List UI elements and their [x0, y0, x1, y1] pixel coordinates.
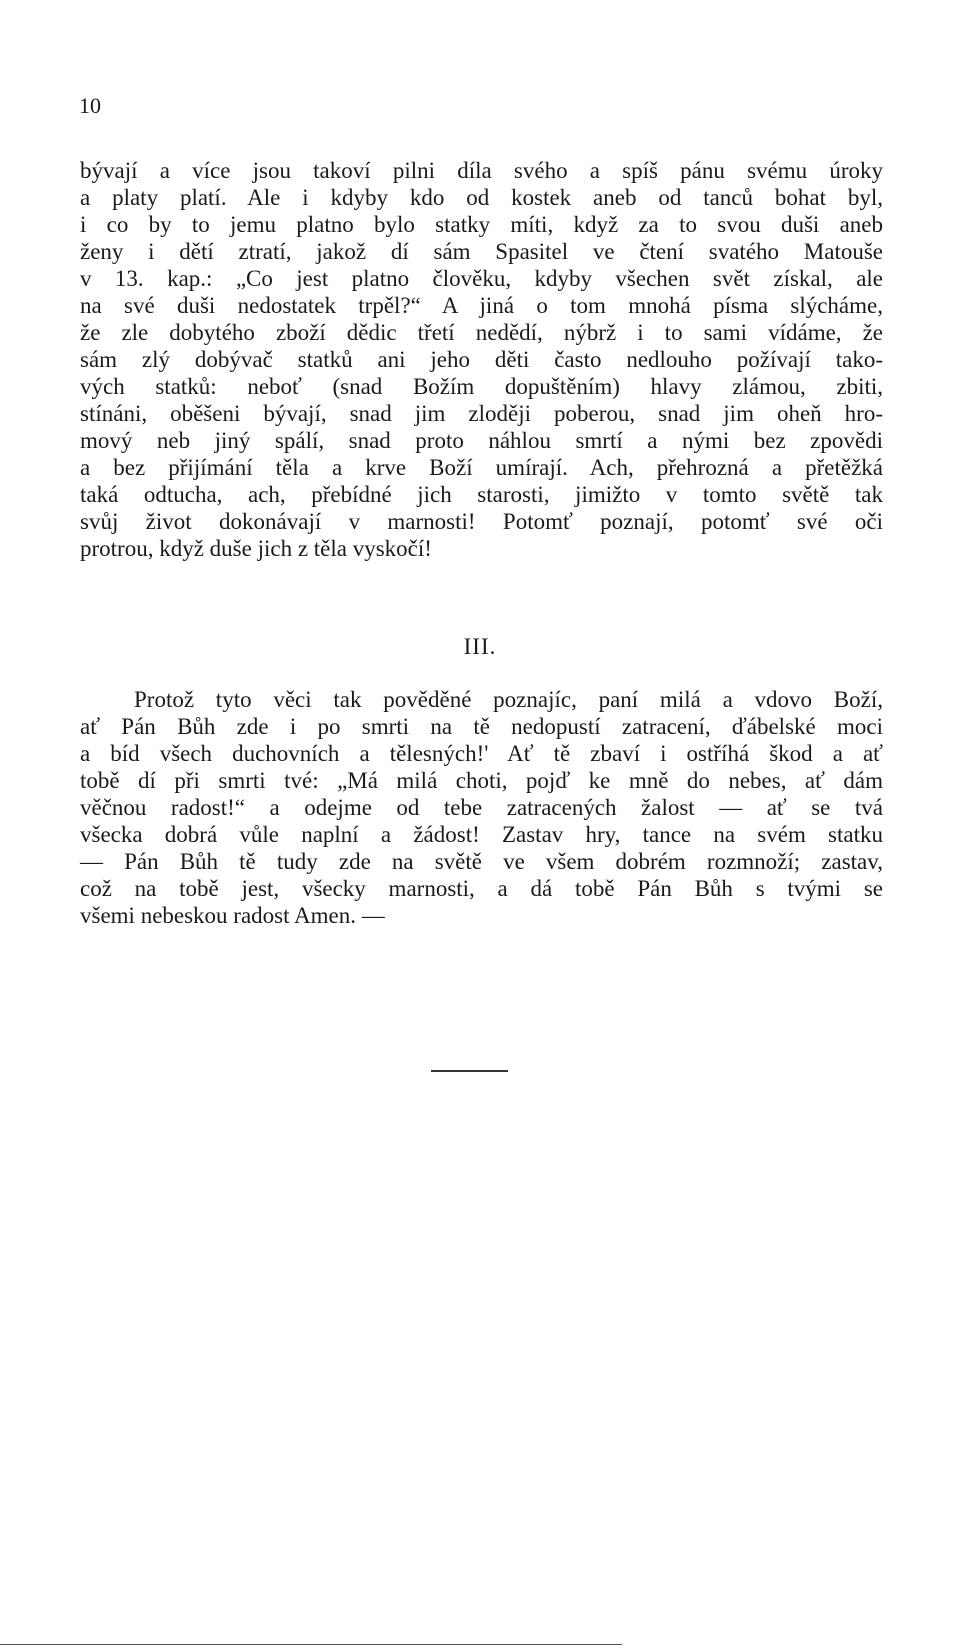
text-line: taká odtucha, ach, přebídné jich starosti, jimižto v tomto světě tak: [80, 482, 883, 507]
section-heading: III.: [463, 634, 497, 659]
text-line: a bíd všech duchovních a tělesných!' Ať tě zbaví i ostříhá škod a ať: [80, 741, 883, 766]
text-line: což na tobě jest, všecky marnosti, a dá tobě Pán Bůh s tvými se: [80, 876, 883, 901]
text-line: všemi nebeskou radost Amen. —: [80, 903, 385, 928]
text-line: na své duši nedostatek trpěl?“ A jiná o tom mnohá písma slýcháme,: [80, 293, 883, 318]
text-line: vých statků: neboť (snad Božím dopuštěním) hlavy zlámou, zbiti,: [80, 374, 883, 399]
text-line: věčnou radost!“ a odejme od tebe zatracených žalost — ať se tvá: [80, 795, 883, 820]
end-rule: [431, 1070, 508, 1072]
text-line: sám zlý dobývač statků ani jeho děti často nedlouho požívají tako-: [80, 347, 883, 372]
text-line: a platy platí. Ale i kdyby kdo od kostek aneb od tanců bohat byl,: [80, 185, 883, 210]
text-line: mový neb jiný spálí, snad proto náhlou smrtí a nými bez zpovědi: [80, 428, 883, 453]
page-number: 10: [79, 93, 101, 118]
text-line: bývají a více jsou takoví pilni díla svého a spíš pánu svému úroky: [80, 158, 883, 183]
text-line: ženy i dětí ztratí, jakož dí sám Spasitel ve čtení svatého Matouše: [80, 239, 883, 264]
text-line: v 13. kap.: „Co jest platno člověku, kdyby všechen svět získal, ale: [80, 266, 883, 291]
page-bottom-edge: [0, 1644, 622, 1645]
text-line: protrou, když duše jich z těla vyskočí!: [80, 536, 432, 561]
text-line: a bez přijímání těla a krve Boží umírají. Ach, přehrozná a přetěžká: [80, 455, 883, 480]
text-line: tobě dí při smrti tvé: „Má milá choti, pojď ke mně do nebes, ať dám: [80, 768, 883, 793]
text-line: že zle dobytého zboží dědic třetí nedědí, nýbrž i to sami vídáme, že: [80, 320, 883, 345]
text-line: svůj život dokonávají v marnosti! Potomť poznají, potomť své oči: [80, 509, 883, 534]
text-line: ať Pán Bůh zde i po smrti na tě nedopustí zatracení, ďábelské moci: [80, 714, 883, 739]
text-line: všecka dobrá vůle naplní a žádost! Zastav hry, tance na svém statku: [80, 822, 883, 847]
text-line: — Pán Bůh tě tudy zde na světě ve všem dobrém rozmnoží; zastav,: [80, 849, 883, 874]
text-line: i co by to jemu platno bylo statky míti, když za to svou duši aneb: [80, 212, 883, 237]
text-line: stínáni, oběšeni bývají, snad jim zloději poberou, snad jim oheň hro-: [80, 401, 883, 426]
text-line: Protož tyto věci tak pověděné poznajíc, paní milá a vdovo Boží,: [134, 687, 883, 712]
